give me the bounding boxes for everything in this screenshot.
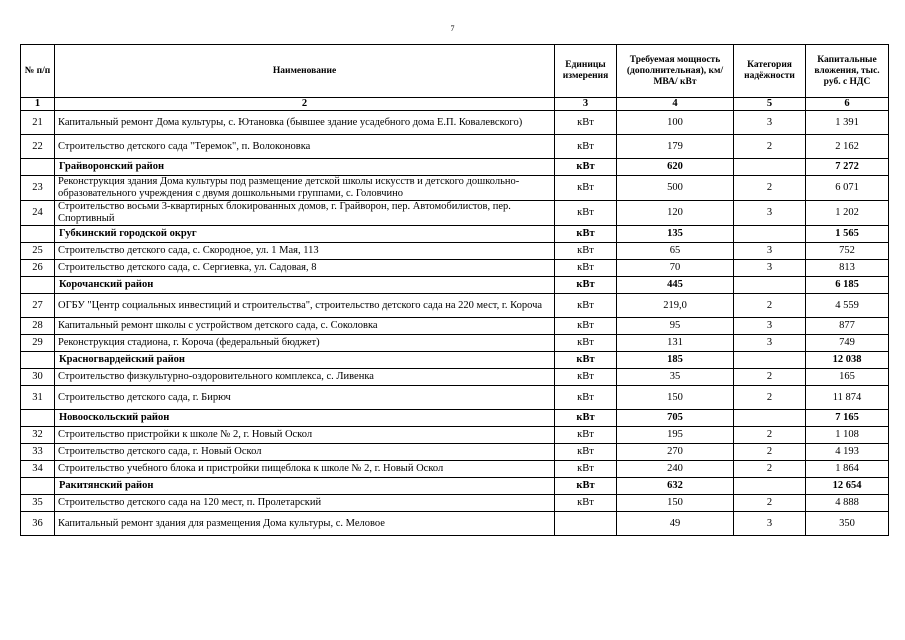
row-power: 95 bbox=[617, 318, 734, 335]
row-category: 3 bbox=[734, 111, 806, 135]
table-row bbox=[21, 386, 889, 410]
row-category: 2 bbox=[734, 294, 806, 318]
row-name: Строительство пристройки к школе № 2, г. Новый Оскол bbox=[55, 427, 555, 444]
row-unit: кВт bbox=[555, 135, 617, 159]
row-number: 28 bbox=[21, 318, 55, 335]
row-power: 70 bbox=[617, 260, 734, 277]
row-name: Капитальный ремонт Дома культуры, с. Ютановка (бывшее здание усадебного дома Е.П. Ковалевского) bbox=[55, 111, 555, 135]
row-name: Строительство детского сада, с. Сергиевка, ул. Садовая, 8 bbox=[55, 260, 555, 277]
table-row bbox=[21, 461, 889, 478]
row-number bbox=[21, 352, 55, 369]
row-number: 21 bbox=[21, 111, 55, 135]
row-power: 179 bbox=[617, 135, 734, 159]
row-category: 2 bbox=[734, 444, 806, 461]
row-number bbox=[21, 159, 55, 176]
row-unit: кВт bbox=[555, 335, 617, 352]
table-row bbox=[21, 135, 889, 159]
row-unit: кВт bbox=[555, 386, 617, 410]
row-category: 3 bbox=[734, 512, 806, 536]
row-capital: 752 bbox=[806, 243, 889, 260]
row-power: 120 bbox=[617, 201, 734, 226]
district-row bbox=[21, 410, 889, 427]
row-capital: 1 202 bbox=[806, 201, 889, 226]
row-number: 27 bbox=[21, 294, 55, 318]
row-power: 195 bbox=[617, 427, 734, 444]
header-num: № п/п bbox=[21, 45, 55, 98]
row-number bbox=[21, 410, 55, 427]
row-number: 33 bbox=[21, 444, 55, 461]
column-number: 5 bbox=[734, 98, 806, 111]
row-power: 150 bbox=[617, 495, 734, 512]
row-unit: кВт bbox=[555, 201, 617, 226]
column-number: 4 bbox=[617, 98, 734, 111]
row-unit: кВт bbox=[555, 226, 617, 243]
row-power: 100 bbox=[617, 111, 734, 135]
row-capital: 165 bbox=[806, 369, 889, 386]
row-capital: 6 071 bbox=[806, 176, 889, 201]
row-capital: 4 193 bbox=[806, 444, 889, 461]
row-category bbox=[734, 277, 806, 294]
row-number: 29 bbox=[21, 335, 55, 352]
row-category: 2 bbox=[734, 495, 806, 512]
row-category: 3 bbox=[734, 260, 806, 277]
header-capital: Капитальные вложения, тыс. руб. с НДС bbox=[806, 45, 889, 98]
table-row bbox=[21, 294, 889, 318]
row-capital: 1 108 bbox=[806, 427, 889, 444]
row-number: 22 bbox=[21, 135, 55, 159]
row-category: 3 bbox=[734, 201, 806, 226]
row-unit: кВт bbox=[555, 369, 617, 386]
row-unit: кВт bbox=[555, 444, 617, 461]
row-number bbox=[21, 226, 55, 243]
row-power: 150 bbox=[617, 386, 734, 410]
projects-table bbox=[20, 44, 889, 536]
row-name: Губкинский городской округ bbox=[55, 226, 555, 243]
row-name: Строительство физкультурно-оздоровительного комплекса, с. Ливенка bbox=[55, 369, 555, 386]
row-unit: кВт bbox=[555, 260, 617, 277]
row-power: 500 bbox=[617, 176, 734, 201]
row-number: 23 bbox=[21, 176, 55, 201]
district-row bbox=[21, 352, 889, 369]
row-unit: кВт bbox=[555, 318, 617, 335]
row-unit: кВт bbox=[555, 495, 617, 512]
header-power: Требуемая мощность (дополнительная), км/ МВА/ кВт bbox=[617, 45, 734, 98]
row-name: ОГБУ "Центр социальных инвестиций и строительства", строительство детского сада на 220 мест, г. Короча bbox=[55, 294, 555, 318]
header-name: Наименование bbox=[55, 45, 555, 98]
column-number: 1 bbox=[21, 98, 55, 111]
row-power: 65 bbox=[617, 243, 734, 260]
row-capital: 877 bbox=[806, 318, 889, 335]
district-row bbox=[21, 226, 889, 243]
row-category bbox=[734, 159, 806, 176]
row-name: Реконструкция стадиона, г. Короча (федеральный бюджет) bbox=[55, 335, 555, 352]
row-name: Строительство детского сада на 120 мест, п. Пролетарский bbox=[55, 495, 555, 512]
row-capital: 6 185 bbox=[806, 277, 889, 294]
row-unit: кВт bbox=[555, 277, 617, 294]
table-row bbox=[21, 335, 889, 352]
row-name: Строительство детского сада, г. Бирюч bbox=[55, 386, 555, 410]
row-power: 135 bbox=[617, 226, 734, 243]
row-name: Строительство учебного блока и пристройки пищеблока к школе № 2, г. Новый Оскол bbox=[55, 461, 555, 478]
row-category bbox=[734, 226, 806, 243]
row-name: Грайворонский район bbox=[55, 159, 555, 176]
row-number: 31 bbox=[21, 386, 55, 410]
row-unit: кВт bbox=[555, 111, 617, 135]
header-unit: Единицы измерения bbox=[555, 45, 617, 98]
row-capital: 7 165 bbox=[806, 410, 889, 427]
header-category: Категория надёжности bbox=[734, 45, 806, 98]
row-power: 632 bbox=[617, 478, 734, 495]
row-capital: 2 162 bbox=[806, 135, 889, 159]
table-row bbox=[21, 369, 889, 386]
table-row bbox=[21, 427, 889, 444]
row-power: 270 bbox=[617, 444, 734, 461]
row-category: 3 bbox=[734, 335, 806, 352]
row-category: 2 bbox=[734, 176, 806, 201]
page-number: 7 bbox=[450, 24, 455, 33]
column-number: 3 bbox=[555, 98, 617, 111]
row-number: 35 bbox=[21, 495, 55, 512]
row-capital: 11 874 bbox=[806, 386, 889, 410]
table-row bbox=[21, 495, 889, 512]
row-capital: 1 391 bbox=[806, 111, 889, 135]
row-capital: 1 565 bbox=[806, 226, 889, 243]
row-unit: кВт bbox=[555, 352, 617, 369]
row-capital: 4 559 bbox=[806, 294, 889, 318]
table-header-row bbox=[21, 45, 889, 98]
row-number: 26 bbox=[21, 260, 55, 277]
table-row bbox=[21, 444, 889, 461]
row-category: 2 bbox=[734, 427, 806, 444]
row-name: Строительство восьми 3-квартирных блокированных домов, г. Грайворон, пер. Автомобилистов, пер. Спортивный bbox=[55, 201, 555, 226]
row-number bbox=[21, 277, 55, 294]
row-category: 3 bbox=[734, 243, 806, 260]
row-name: Ракитянский район bbox=[55, 478, 555, 495]
row-unit: кВт bbox=[555, 427, 617, 444]
row-name: Новооскольский район bbox=[55, 410, 555, 427]
row-capital: 749 bbox=[806, 335, 889, 352]
table-row bbox=[21, 512, 889, 536]
row-name: Капитальный ремонт школы с устройством детского сада, с. Соколовка bbox=[55, 318, 555, 335]
row-unit: кВт bbox=[555, 410, 617, 427]
table-row bbox=[21, 243, 889, 260]
row-number: 24 bbox=[21, 201, 55, 226]
district-row bbox=[21, 277, 889, 294]
table-body bbox=[21, 111, 889, 536]
row-category: 2 bbox=[734, 135, 806, 159]
row-number: 32 bbox=[21, 427, 55, 444]
row-number: 36 bbox=[21, 512, 55, 536]
row-number: 34 bbox=[21, 461, 55, 478]
row-power: 185 bbox=[617, 352, 734, 369]
row-power: 49 bbox=[617, 512, 734, 536]
column-number: 2 bbox=[55, 98, 555, 111]
row-unit: кВт bbox=[555, 294, 617, 318]
row-power: 219,0 bbox=[617, 294, 734, 318]
row-number bbox=[21, 478, 55, 495]
row-name: Красногвардейский район bbox=[55, 352, 555, 369]
row-capital: 4 888 bbox=[806, 495, 889, 512]
table-row bbox=[21, 260, 889, 277]
row-capital: 813 bbox=[806, 260, 889, 277]
table-row bbox=[21, 111, 889, 135]
row-name: Строительство детского сада, с. Скородное, ул. 1 Мая, 113 bbox=[55, 243, 555, 260]
row-capital: 7 272 bbox=[806, 159, 889, 176]
row-name: Капитальный ремонт здания для размещения Дома культуры, с. Меловое bbox=[55, 512, 555, 536]
row-power: 35 bbox=[617, 369, 734, 386]
row-category bbox=[734, 410, 806, 427]
row-power: 131 bbox=[617, 335, 734, 352]
row-unit: кВт bbox=[555, 243, 617, 260]
table-row bbox=[21, 318, 889, 335]
row-name: Строительство детского сада "Теремок", п. Волоконовка bbox=[55, 135, 555, 159]
row-unit: кВт bbox=[555, 176, 617, 201]
row-power: 240 bbox=[617, 461, 734, 478]
row-unit: кВт bbox=[555, 461, 617, 478]
row-power: 445 bbox=[617, 277, 734, 294]
row-category: 2 bbox=[734, 369, 806, 386]
row-category: 2 bbox=[734, 386, 806, 410]
row-power: 620 bbox=[617, 159, 734, 176]
row-name: Строительство детского сада, г. Новый Оскол bbox=[55, 444, 555, 461]
row-unit: кВт bbox=[555, 159, 617, 176]
row-number: 30 bbox=[21, 369, 55, 386]
row-number: 25 bbox=[21, 243, 55, 260]
row-name: Корочанский район bbox=[55, 277, 555, 294]
row-category bbox=[734, 352, 806, 369]
row-capital: 350 bbox=[806, 512, 889, 536]
district-row bbox=[21, 478, 889, 495]
row-name: Реконструкция здания Дома культуры под размещение детской школы искусств и детского дошкольно-образовательного учреждения с двумя дошкольными группами, с. Головчино bbox=[55, 176, 555, 201]
district-row bbox=[21, 159, 889, 176]
row-capital: 12 038 bbox=[806, 352, 889, 369]
row-capital: 1 864 bbox=[806, 461, 889, 478]
row-unit bbox=[555, 512, 617, 536]
row-unit: кВт bbox=[555, 478, 617, 495]
table-row bbox=[21, 201, 889, 226]
row-category: 3 bbox=[734, 318, 806, 335]
column-numbers-row bbox=[21, 98, 889, 111]
row-capital: 12 654 bbox=[806, 478, 889, 495]
row-category bbox=[734, 478, 806, 495]
column-number: 6 bbox=[806, 98, 889, 111]
row-category: 2 bbox=[734, 461, 806, 478]
table-row bbox=[21, 176, 889, 201]
row-power: 705 bbox=[617, 410, 734, 427]
